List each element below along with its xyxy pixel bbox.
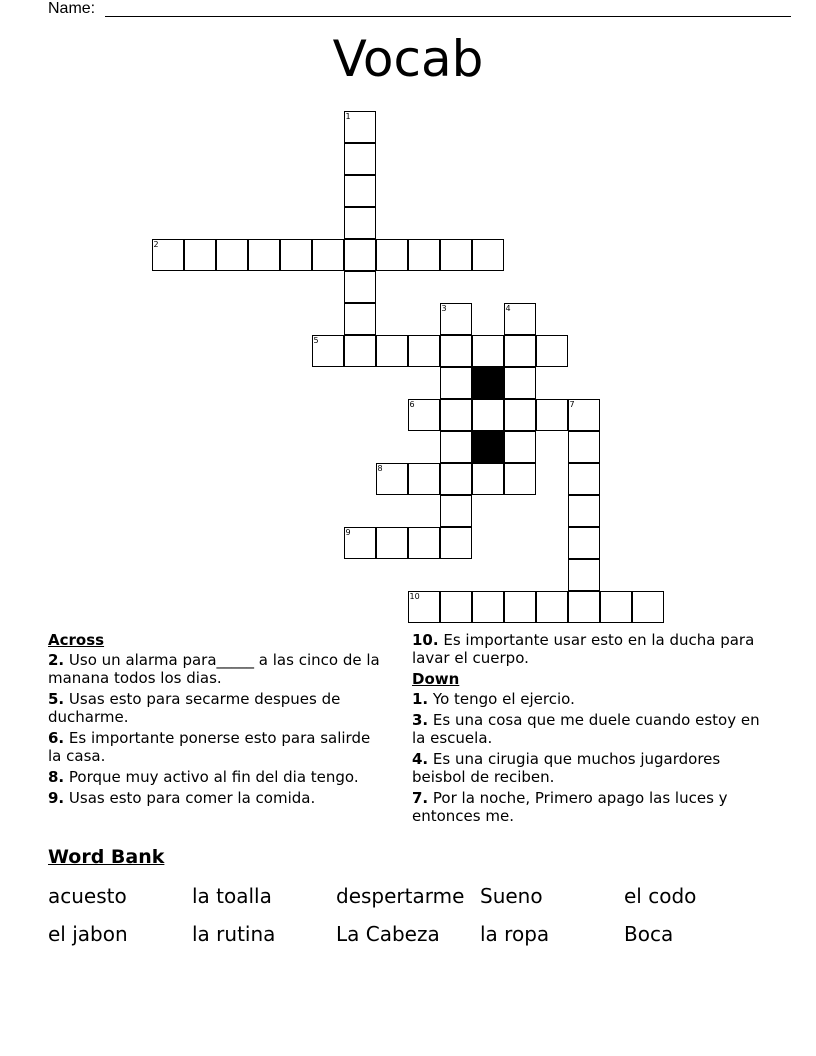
clue-number: 1 bbox=[345, 111, 351, 121]
crossword-cell[interactable] bbox=[568, 495, 600, 527]
crossword-cell[interactable] bbox=[440, 367, 472, 399]
crossword-block bbox=[472, 431, 504, 463]
word-bank-heading: Word Bank bbox=[48, 846, 165, 868]
crossword-cell[interactable] bbox=[472, 463, 504, 495]
crossword-cell[interactable] bbox=[440, 495, 472, 527]
crossword-cell[interactable] bbox=[440, 239, 472, 271]
crossword-cell[interactable] bbox=[632, 591, 664, 623]
clue-number: 7 bbox=[569, 399, 575, 409]
crossword-cell[interactable] bbox=[472, 399, 504, 431]
crossword-cell[interactable] bbox=[376, 239, 408, 271]
crossword-cell[interactable] bbox=[504, 303, 536, 335]
crossword-cell[interactable] bbox=[568, 463, 600, 495]
crossword-cell[interactable] bbox=[248, 239, 280, 271]
word-bank-word: la rutina bbox=[192, 922, 276, 946]
crossword-cell[interactable] bbox=[184, 239, 216, 271]
clues-left-column bbox=[48, 631, 388, 810]
crossword-cell[interactable] bbox=[440, 463, 472, 495]
crossword-cell[interactable] bbox=[344, 335, 376, 367]
clue-number: 8 bbox=[377, 463, 383, 473]
crossword-cell[interactable] bbox=[376, 335, 408, 367]
clue-across-5: 5. Usas esto para secarme despues de ducharme. bbox=[48, 690, 341, 726]
crossword-cell[interactable] bbox=[536, 335, 568, 367]
crossword-cell[interactable] bbox=[536, 591, 568, 623]
clue-down-1: 1. Yo tengo el ejercio. bbox=[412, 690, 575, 708]
crossword-cell[interactable] bbox=[216, 239, 248, 271]
crossword-cell[interactable] bbox=[344, 111, 376, 143]
page-title: Vocab bbox=[332, 30, 484, 88]
word-bank-word: acuesto bbox=[48, 884, 127, 908]
crossword-cell[interactable] bbox=[568, 399, 600, 431]
crossword-cell[interactable] bbox=[408, 239, 440, 271]
crossword-cell[interactable] bbox=[568, 431, 600, 463]
crossword-cell[interactable] bbox=[472, 239, 504, 271]
clue-across-6: 6. Es importante ponerse esto para salirde la casa. bbox=[48, 729, 371, 765]
crossword-cell[interactable] bbox=[472, 335, 504, 367]
clue-down-3: 3. Es una cosa que me duele cuando estoy en la escuela. bbox=[412, 711, 760, 747]
crossword-cell[interactable] bbox=[376, 527, 408, 559]
crossword-cell[interactable] bbox=[152, 239, 184, 271]
crossword-cell[interactable] bbox=[440, 335, 472, 367]
clue-across-2: 2. Uso un alarma para_____ a las cinco de la manana todos los dias. bbox=[48, 651, 380, 687]
word-bank-word: despertarme bbox=[336, 884, 465, 908]
clue-across-10: 10. Es importante usar esto en la ducha para lavar el cuerpo. bbox=[412, 631, 755, 667]
crossword-cell[interactable] bbox=[568, 591, 600, 623]
clue-number: 5 bbox=[313, 335, 319, 345]
crossword-cell[interactable] bbox=[280, 239, 312, 271]
crossword-cell[interactable] bbox=[504, 591, 536, 623]
crossword-cell[interactable] bbox=[344, 527, 376, 559]
crossword-cell[interactable] bbox=[344, 207, 376, 239]
crossword-cell[interactable] bbox=[312, 335, 344, 367]
clue-number: 6 bbox=[409, 399, 415, 409]
crossword-block bbox=[472, 367, 504, 399]
clues-right-column bbox=[412, 631, 762, 828]
crossword-cell[interactable] bbox=[344, 271, 376, 303]
clue-across-9: 9. Usas esto para comer la comida. bbox=[48, 789, 316, 807]
word-bank-word: el codo bbox=[624, 884, 697, 908]
crossword-cell[interactable] bbox=[440, 431, 472, 463]
clue-number: 9 bbox=[345, 527, 351, 537]
crossword-cell[interactable] bbox=[344, 143, 376, 175]
crossword-cell[interactable] bbox=[440, 527, 472, 559]
word-bank-word: Boca bbox=[624, 922, 674, 946]
clue-down-7: 7. Por la noche, Primero apago las luces y entonces me. bbox=[412, 789, 728, 825]
clue-number: 3 bbox=[441, 303, 447, 313]
word-bank-word: la ropa bbox=[480, 922, 550, 946]
clue-across-8: 8. Porque muy activo al fin del dia tengo. bbox=[48, 768, 359, 786]
crossword-cell[interactable] bbox=[504, 367, 536, 399]
crossword-cell[interactable] bbox=[440, 591, 472, 623]
crossword-cell[interactable] bbox=[504, 431, 536, 463]
down-heading: Down bbox=[412, 670, 460, 688]
crossword-cell[interactable] bbox=[504, 463, 536, 495]
clue-number: 10 bbox=[409, 591, 420, 601]
crossword-cell[interactable] bbox=[472, 591, 504, 623]
crossword-cell[interactable] bbox=[440, 303, 472, 335]
crossword-cell[interactable] bbox=[344, 239, 376, 271]
crossword-cell[interactable] bbox=[344, 303, 376, 335]
crossword-cell[interactable] bbox=[376, 463, 408, 495]
clue-number: 2 bbox=[153, 239, 159, 249]
crossword-cell[interactable] bbox=[408, 399, 440, 431]
word-bank-word: Sueno bbox=[480, 884, 543, 908]
crossword-cell[interactable] bbox=[568, 559, 600, 591]
crossword-cell[interactable] bbox=[408, 527, 440, 559]
crossword-cell[interactable] bbox=[504, 335, 536, 367]
crossword-cell[interactable] bbox=[568, 527, 600, 559]
crossword-cell[interactable] bbox=[408, 335, 440, 367]
word-bank-word: la toalla bbox=[192, 884, 272, 908]
across-heading: Across bbox=[48, 631, 105, 649]
crossword-cell[interactable] bbox=[344, 175, 376, 207]
crossword-cell[interactable] bbox=[312, 239, 344, 271]
clue-number: 4 bbox=[505, 303, 511, 313]
word-bank-word: La Cabeza bbox=[336, 922, 440, 946]
word-bank-word: el jabon bbox=[48, 922, 128, 946]
clue-down-4: 4. Es una cirugia que muchos jugardores beisbol de reciben. bbox=[412, 750, 721, 786]
crossword-cell[interactable] bbox=[536, 399, 568, 431]
crossword-cell[interactable] bbox=[408, 463, 440, 495]
name-label: Name: bbox=[48, 0, 96, 17]
crossword-cell[interactable] bbox=[408, 591, 440, 623]
crossword-cell[interactable] bbox=[600, 591, 632, 623]
crossword-cell[interactable] bbox=[440, 399, 472, 431]
crossword-cell[interactable] bbox=[504, 399, 536, 431]
